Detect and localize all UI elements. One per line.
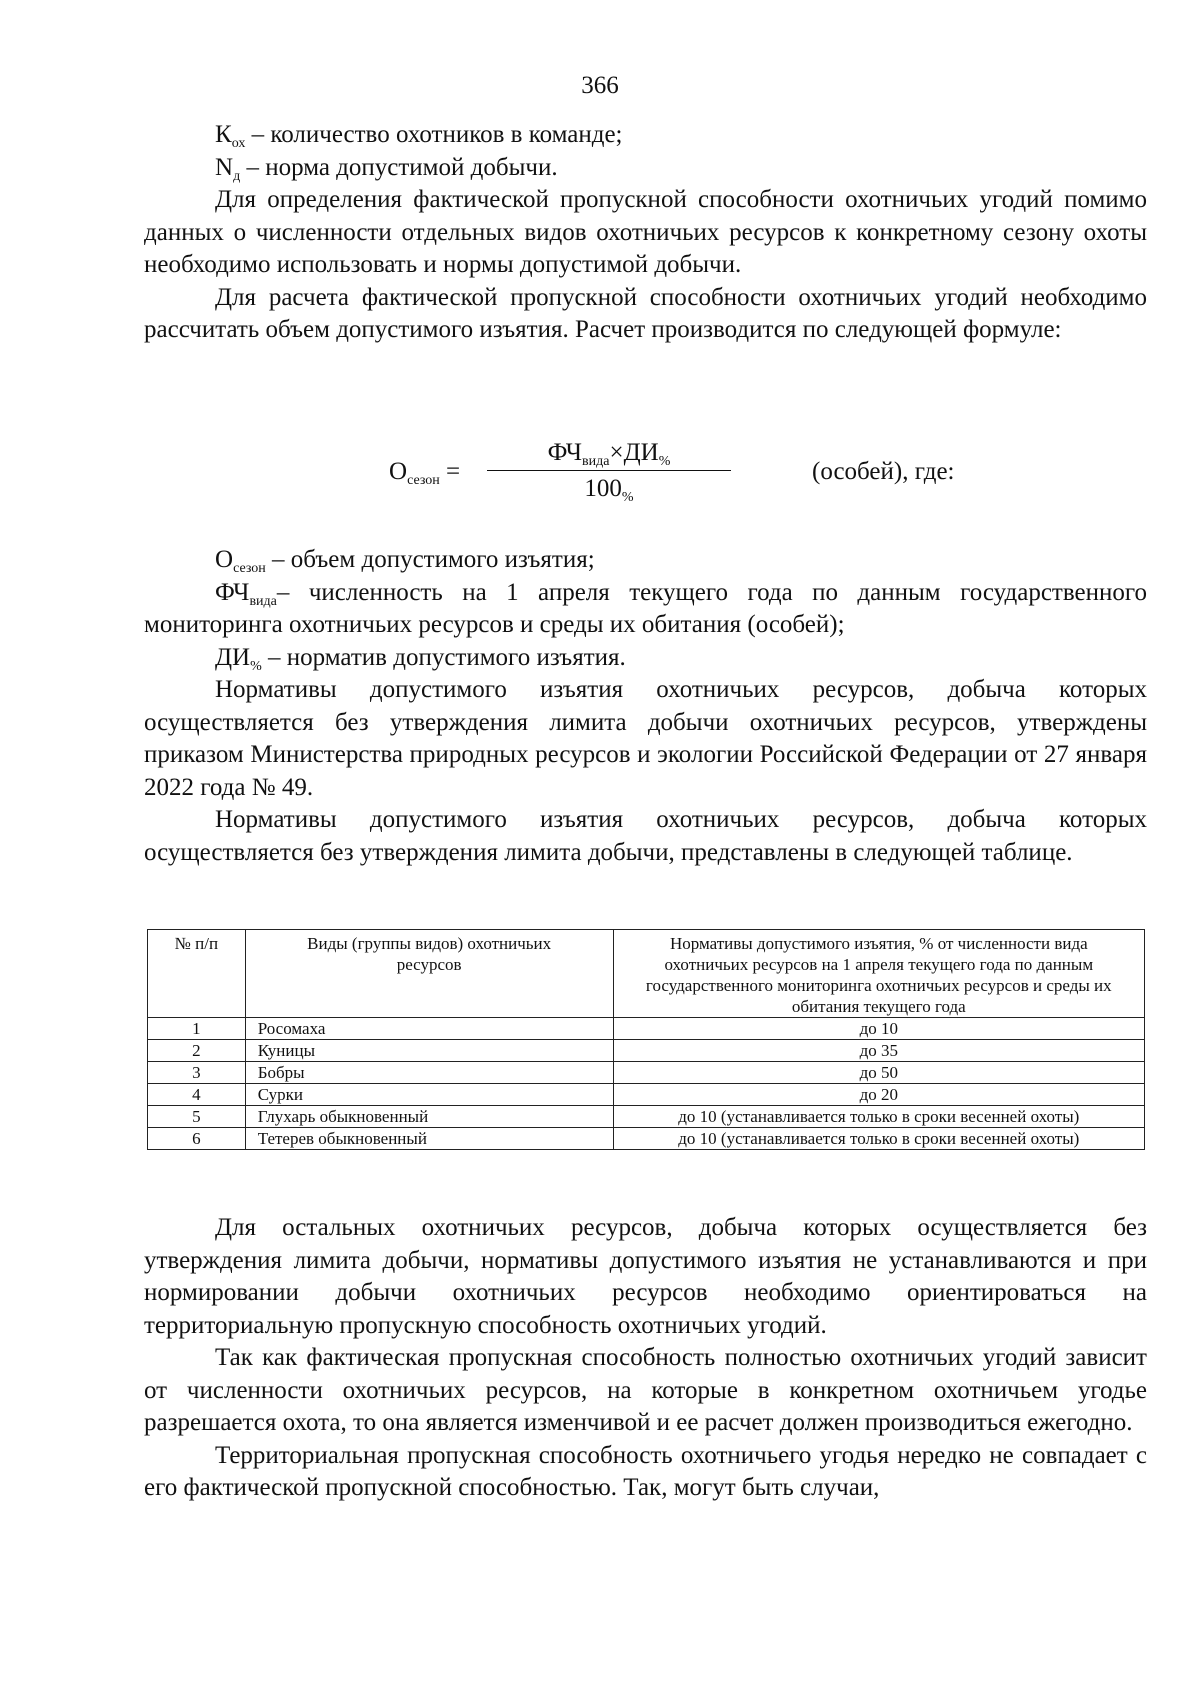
table-cell-norm: до 10 (устанавливается только в сроки весенней охоты): [613, 1128, 1144, 1150]
table-cell-species: Тетерев обыкновенный: [245, 1128, 613, 1150]
fraction-bar: [487, 470, 731, 471]
formula-denominator: $100_{\%}$: [584, 475, 634, 505]
table-cell-species: Глухарь обыкновенный: [245, 1106, 613, 1128]
definition-fch-vida: $ФЧ_{вида}-$ численность на 1 апреля текущего года по данным государственного мониторинга охотничьих ресурсов и среды их обитания (особей);: [144, 578, 1147, 638]
table-header-row: [148, 930, 1145, 1018]
formula-numerator: $ФЧ_{вида}\times ДИ_{\%}$: [547, 439, 671, 469]
table-cell-number: 3: [148, 1062, 246, 1084]
paragraph: Для определения фактической пропускной способности охотничьих угодий помимо данных о численности отдельных видов охотничьих ресурсов к конкретному сезону охоты необходимо использовать и нормы допустимой добычи.: [144, 186, 1147, 278]
table-cell-norm: до 35: [613, 1040, 1144, 1062]
table-cell-species: Росомаха: [245, 1018, 613, 1040]
table-cell-species: Куницы: [245, 1040, 613, 1062]
page-number: 366: [581, 72, 619, 99]
table-cell-number: 5: [148, 1106, 246, 1128]
table-header-number: № п/п: [148, 930, 246, 1018]
table-row: [148, 1062, 1145, 1084]
table-cell-number: 6: [148, 1128, 246, 1150]
formula-fraction: [487, 437, 731, 505]
definition-n-d: $N_д$ – норма допустимой добычи.: [215, 153, 558, 184]
norms-table: [147, 929, 1145, 1150]
paragraph: Нормативы допустимого изъятия охотничьих ресурсов, добыча которых осуществляется без утверждения лимита добычи, представлены в следующей таблице.: [144, 806, 1147, 866]
table-cell-number: 2: [148, 1040, 246, 1062]
table-header-species: Виды (группы видов) охотничьих ресурсов: [245, 930, 613, 1018]
text-block-middle: [144, 544, 1147, 869]
paragraph: Территориальная пропускная способность охотничьего угодья нередко не совпадает с его фактической пропускной способностью. Так, могут быть случаи,: [144, 1441, 1147, 1501]
table-cell-species: Сурки: [245, 1084, 613, 1106]
definition-k-ox: $К_{ох}$ – количество охотников в команде;: [215, 121, 623, 151]
paragraph: Для расчета фактической пропускной способности охотничьих угодий необходимо рассчитать объем допустимого изъятия. Расчет производится по следующей формуле:: [144, 283, 1147, 343]
table-header-norms: Нормативы допустимого изъятия, % от численности вида охотничьих ресурсов на 1 апреля текущего года по данным государственного мониторинга охотничьих ресурсов и среды их обитания текущего года: [613, 930, 1144, 1018]
table-row: [148, 1040, 1145, 1062]
formula-lhs: $О_{сезон}$ =: [389, 458, 461, 488]
paragraph: Для остальных охотничьих ресурсов, добыча которых осуществляется без утверждения лимита добычи, нормативы допустимого изъятия не устанавливаются и при нормировании добычи охотничьих ресурсов необходимо ориентироваться на территориальную пропускную способность охотничьих угодий.: [144, 1214, 1147, 1339]
definition-o-sezon: $О_{сезон}$ – объем допустимого изъятия;: [215, 546, 595, 576]
text-block-bottom: [144, 1212, 1147, 1505]
table-cell-species: Бобры: [245, 1062, 613, 1084]
paragraph: Так как фактическая пропускная способность полностью охотничьих угодий зависит от численности охотничьих ресурсов, на которые в конкретном охотничьем угодье разрешается охота, то она является изменчивой и ее расчет должен производиться ежегодно.: [144, 1344, 1147, 1436]
paragraph: Нормативы допустимого изъятия охотничьих ресурсов, добыча которых осуществляется без утверждения лимита добычи охотничьих ресурсов, утверждены приказом Министерства природных ресурсов и экологии Российской Федерации от 27 января 2022 года № 49.: [144, 676, 1147, 801]
table-cell-norm: до 10: [613, 1018, 1144, 1040]
table-row: [148, 1084, 1145, 1106]
table-cell-norm: до 10 (устанавливается только в сроки весенней охоты): [613, 1106, 1144, 1128]
table-cell-norm: до 50: [613, 1062, 1144, 1084]
text-block-top: [144, 119, 1147, 347]
table-row: [148, 1128, 1145, 1150]
table-cell-number: 4: [148, 1084, 246, 1106]
table-cell-number: 1: [148, 1018, 246, 1040]
table-row: [148, 1106, 1145, 1128]
table-cell-norm: до 20: [613, 1084, 1144, 1106]
table-row: [148, 1018, 1145, 1040]
definition-di: $ДИ_{\%}$ – норматив допустимого изъятия.: [215, 643, 626, 674]
formula: [0, 437, 1200, 517]
formula-unit: (особей), где:: [812, 458, 955, 485]
